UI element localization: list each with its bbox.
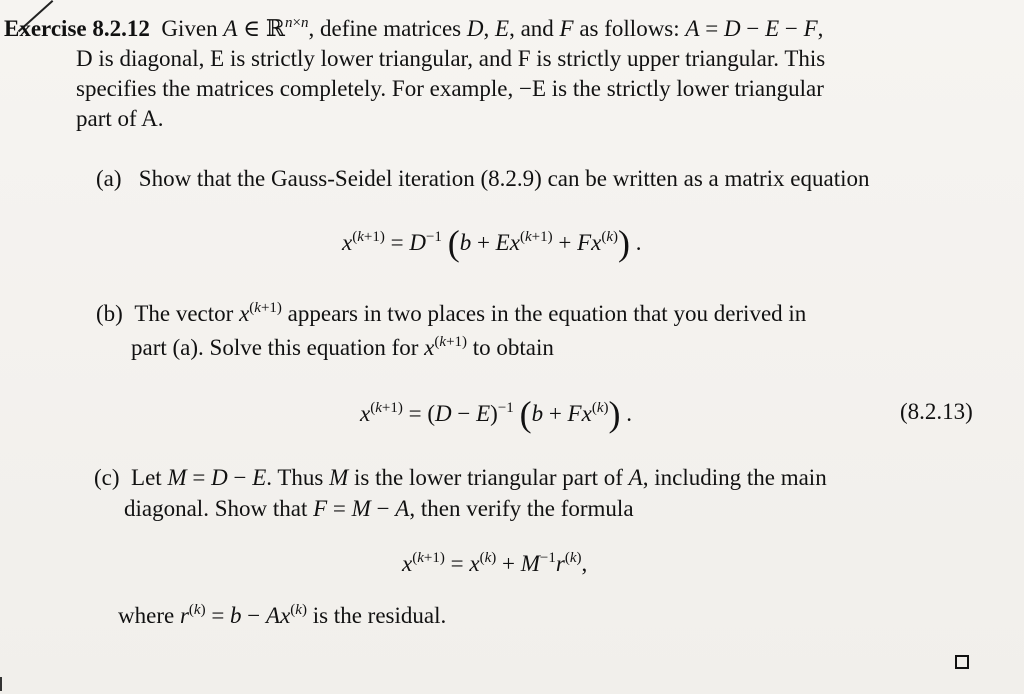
part-c-label: (c) <box>94 465 120 490</box>
exercise-line-4: part of A. <box>76 106 164 131</box>
equation-number: (8.2.13) <box>900 399 973 424</box>
part-a-text <box>96 163 869 194</box>
part-b-line-1: (b) The vector $x^{(k+1)}$ appears in two places in the equation that you derived in <box>96 300 807 326</box>
part-c-equation: $x^{(k+1)} = x^{(k)} + M^{-1}r^{(k)}$, <box>402 550 588 576</box>
part-a-statement: Show that the Gauss-Seidel iteration (8.2.9) can be written as a matrix equation <box>138 166 870 191</box>
qed-square-icon <box>955 655 969 669</box>
part-a-equation: $x^{(k+1)} = D^{-1}$ $(b + Ex^{(k+1)} + Fx^{(k)})$ . <box>342 223 642 263</box>
part-b-line-2: part (a). Solve this equation for $x^{(k+1)}$ to obtain <box>131 334 554 360</box>
part-b-equation: $x^{(k+1)} = (D - E)^{-1}$ $(b + Fx^{(k)})$ . <box>360 394 632 434</box>
part-c-line-3: where $r^{(k)} = b - Ax^{(k)}$ is the residual. <box>118 602 447 628</box>
exercise-line-2: D is diagonal, E is strictly lower triangular, and F is strictly upper triangular. This <box>76 46 826 71</box>
margin-mark <box>0 677 8 691</box>
exercise-line-3: specifies the matrices completely. For example, −E is the strictly lower triangular <box>76 76 824 101</box>
exercise-line-1: Exercise 8.2.12 Given A ∈ ℝ$^{n\times n}$, define matrices D, E, and F as follows: A = D − E − F, <box>4 15 824 41</box>
part-c-line-1: (c) Let M = D − E. Thus M is the lower triangular part of A, including the main <box>94 465 827 490</box>
part-b-label: (b) <box>96 301 123 326</box>
part-c-line-2: diagonal. Show that F = M − A, then verify the formula <box>124 496 634 521</box>
part-a-label: (a) <box>96 166 122 191</box>
exercise-label: Exercise 8.2.12 <box>4 16 150 41</box>
